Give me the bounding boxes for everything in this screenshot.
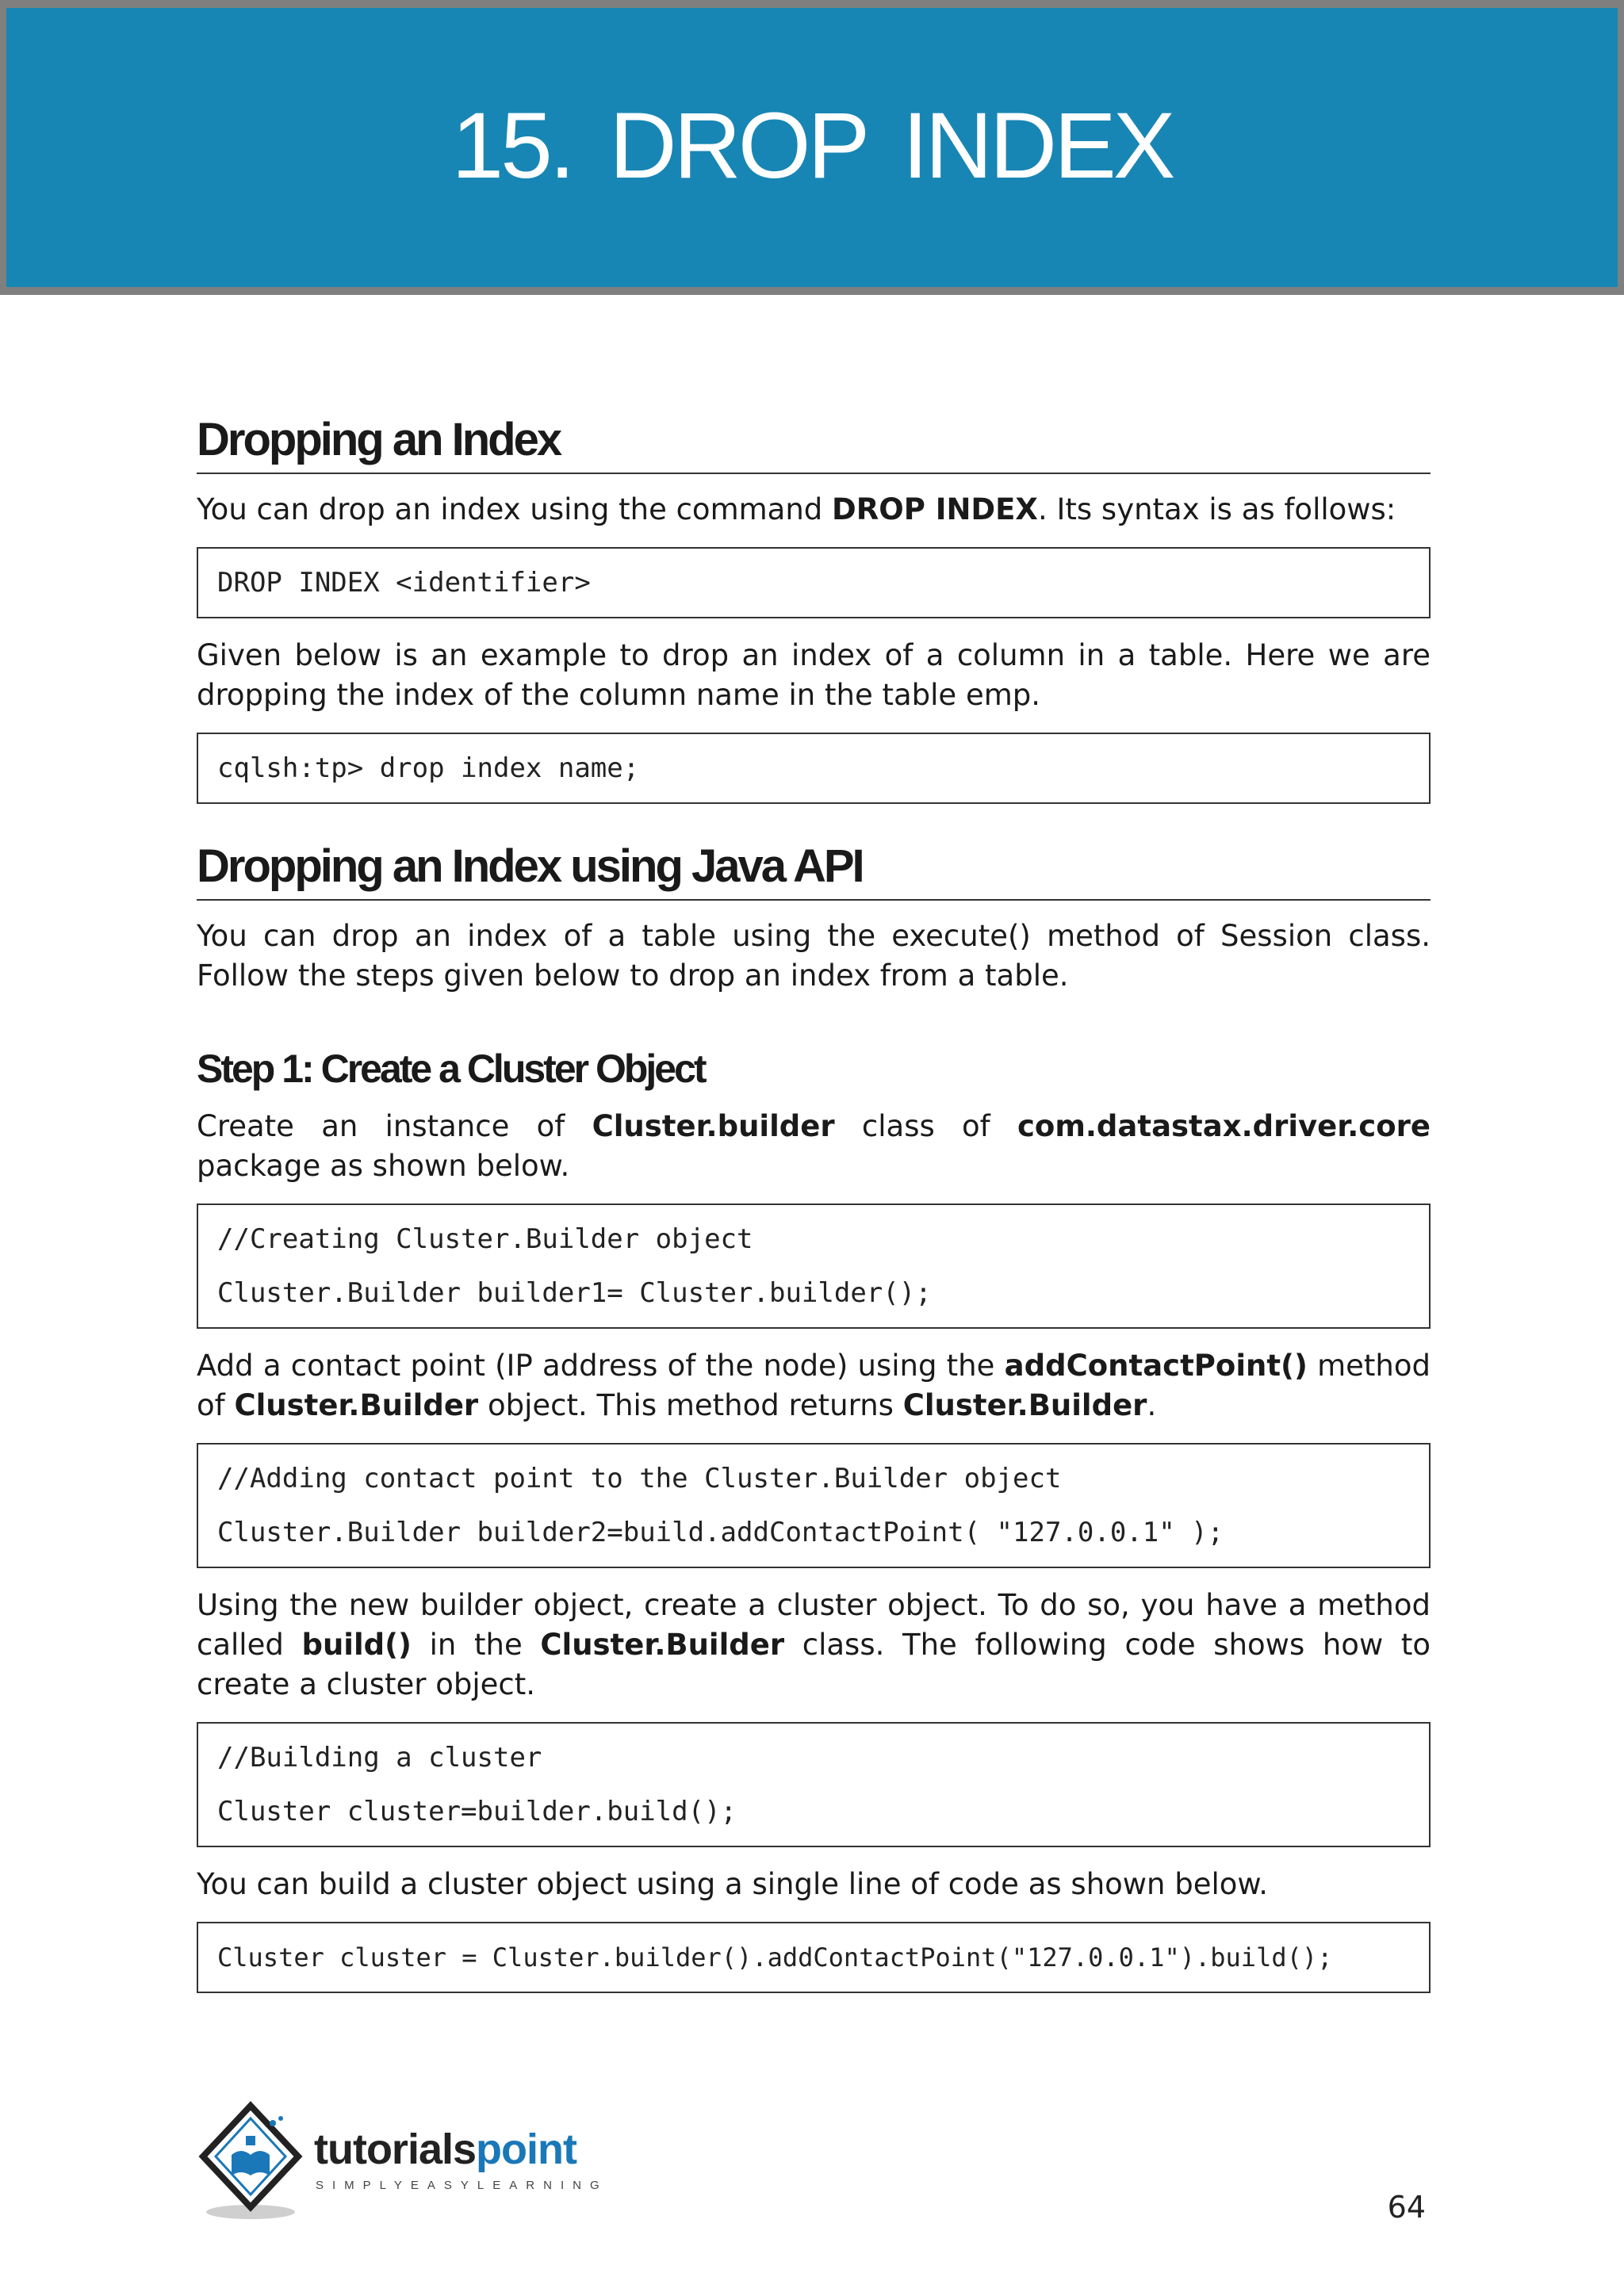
- text: . Its syntax is as follows:: [1037, 492, 1396, 526]
- bold-text: addContactPoint(): [1004, 1349, 1308, 1383]
- bold-text: Cluster.Builder: [902, 1388, 1147, 1422]
- logo-word-tutorials: tutorials: [314, 2126, 477, 2173]
- bold-text: com.datastax.driver.core: [1017, 1109, 1431, 1143]
- code-line: cqlsh:tp> drop index name;: [217, 752, 640, 784]
- paragraph-java-api: You can drop an index of a table using the execute() method of Session class. Follow the steps given below to drop an index from a table.: [197, 919, 1431, 993]
- bold-text: Cluster.Builder: [540, 1628, 785, 1662]
- code-line: Cluster cluster = Cluster.builder().addContactPoint("127.0.0.1").build();: [217, 1942, 1333, 1973]
- code-line: Cluster.Builder builder2=build.addContactPoint( "127.0.0.1" );: [217, 1517, 1224, 1548]
- chapter-title-text: DROP INDEX: [609, 94, 1173, 198]
- text: package as shown below.: [197, 1149, 570, 1183]
- code-block-cqlsh: [197, 733, 1431, 804]
- paragraph-build-method: [197, 1586, 1431, 1705]
- section-heading-dropping-index: Dropping an Index: [197, 412, 1431, 474]
- text: in the: [411, 1628, 541, 1662]
- code-line: //Creating Cluster.Builder object: [217, 1223, 753, 1255]
- code-line: DROP INDEX <identifier>: [217, 567, 591, 599]
- bold-text: build(): [301, 1628, 412, 1662]
- text: .: [1147, 1388, 1157, 1422]
- code-block-contact-point: [197, 1443, 1431, 1568]
- text: Add a contact point (IP address of the node) using the: [197, 1349, 1005, 1383]
- paragraph-contact-point: [197, 1346, 1431, 1425]
- text: class of: [834, 1109, 1017, 1143]
- code-line: //Building a cluster: [217, 1742, 542, 1774]
- chapter-banner: [0, 0, 1624, 295]
- section-heading-java-api: Dropping an Index using Java API: [197, 839, 1431, 901]
- paragraph-cluster-builder: [197, 1107, 1431, 1186]
- text: Create an instance of: [197, 1109, 592, 1143]
- logo-diamond-icon: [197, 2099, 316, 2226]
- paragraph-example: Given below is an example to drop an index of a column in a table. Here we are dropping the index of the column name in the table emp.: [197, 638, 1431, 712]
- code-block-syntax: [197, 547, 1431, 618]
- code-block-create-builder: [197, 1203, 1431, 1329]
- text: method of: [197, 1349, 1431, 1422]
- bold-text: DROP INDEX: [832, 492, 1038, 526]
- code-line: Cluster.Builder builder1= Cluster.builder();: [217, 1277, 932, 1309]
- text: You can drop an index using the command: [197, 492, 833, 526]
- page-content: [197, 412, 1431, 2011]
- page-number: 64: [1387, 2190, 1426, 2225]
- tutorialspoint-logo: [197, 2099, 625, 2226]
- logo-tagline: SIMPLYEASYLEARNING: [316, 2179, 608, 2192]
- text: class. The following code shows how to create a cluster object.: [197, 1628, 1431, 1701]
- logo-word-point: point: [476, 2126, 576, 2173]
- step1-heading: Step 1: Create a Cluster Object: [197, 1047, 705, 1091]
- bold-text: Cluster.Builder: [234, 1388, 479, 1422]
- chapter-title: [6, 90, 1618, 201]
- logo-wordmark: [314, 2125, 576, 2174]
- code-block-single-line: [197, 1922, 1431, 1993]
- chapter-number: 15.: [451, 94, 573, 198]
- paragraph-single-line: You can build a cluster object using a single line of code as shown below.: [197, 1867, 1269, 1901]
- text: Using the new builder object, create a cluster object. To do so, you have a method called: [197, 1588, 1431, 1662]
- code-line: //Adding contact point to the Cluster.Builder object: [217, 1463, 1062, 1494]
- code-block-build-cluster: [197, 1722, 1431, 1847]
- chapter-banner-fill: [6, 8, 1618, 287]
- paragraph-drop-syntax: [197, 490, 1431, 530]
- bold-text: Cluster.builder: [592, 1109, 835, 1143]
- code-line: Cluster cluster=builder.build();: [217, 1796, 737, 1827]
- text: object. This method returns: [478, 1388, 903, 1422]
